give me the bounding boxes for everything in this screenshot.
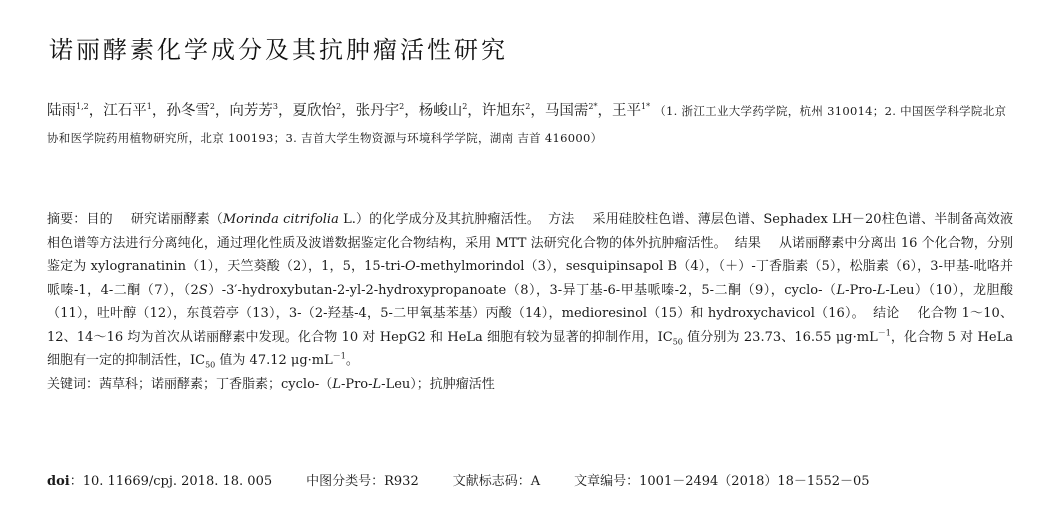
- author-separator: ，: [341, 103, 356, 119]
- author-affiliation-mark: 2*: [588, 102, 598, 112]
- author-name: 杨峻山: [418, 103, 463, 119]
- author-affiliation-mark: 2: [525, 102, 531, 112]
- doi-label: doi: [47, 474, 70, 489]
- unit-superscript-1: －1: [877, 328, 891, 338]
- abstract-text: [47, 208, 1013, 373]
- result-label: 结果: [734, 235, 761, 251]
- author-separator: ，: [597, 103, 612, 119]
- author-separator: ，: [151, 103, 167, 119]
- paper-title: 诺丽酵素化学成分及其抗肿瘤活性研究: [49, 36, 508, 64]
- author-affiliation-mark: 1,2: [76, 102, 89, 112]
- abstract-block: [47, 208, 1013, 396]
- author-name: 张丹宇: [355, 103, 400, 119]
- author-name: 夏欣怡: [292, 103, 337, 119]
- author-separator: ，: [467, 103, 482, 119]
- keywords-text-1: 茜草科；诺丽酵素；丁香脂素；cyclo-（: [99, 376, 333, 392]
- keywords-line: [47, 373, 1013, 397]
- author-affiliation-mark: 2: [336, 102, 342, 112]
- author-affiliation-mark: 1: [146, 102, 152, 112]
- method-text: 采用硅胶柱色谱、薄层色谱、Sephadex LH－20柱色谱、半制备高效液相色谱等方法进行分离纯化，通过理化性质及波谱数据鉴定化合物结构，采用 MTT 法研究化合物的体外抗肿瘤活性。: [47, 212, 1013, 251]
- doi-value[interactable]: ：10. 11669/cpj. 2018. 18. 005: [69, 474, 273, 489]
- author-name: 陆雨: [47, 103, 76, 119]
- author-affiliation-mark: 3: [272, 102, 279, 112]
- author-name: 王平: [611, 103, 641, 119]
- conclusion-label: 结论: [872, 306, 900, 321]
- author-affiliation-mark: 2: [399, 102, 405, 112]
- objective-label: 目的: [86, 212, 113, 227]
- conclusion-text-2: 值分别为 23.73、16.55 μg·mL: [682, 329, 878, 345]
- author-name: 许旭东: [481, 103, 526, 119]
- keywords-italic-l1: L: [332, 376, 341, 392]
- author-separator: ，: [530, 103, 545, 119]
- author-name: 马国需: [544, 103, 589, 119]
- result-italic-l1: L: [836, 282, 846, 298]
- result-italic-s: S: [198, 282, 208, 298]
- ic50-subscript-1: 50: [672, 337, 683, 347]
- author-name: 向芳芳: [229, 103, 273, 119]
- document-code: 文献标志码：A: [452, 474, 541, 489]
- conclusion-text-1: 化合物 1～10、12、14～16 均为首次从诺丽酵素中发现。化合物 10 对 HepG2 和 HeLa 细胞有较为显著的抑制作用，IC: [47, 306, 1013, 345]
- affiliations: （1. 浙江工业大学药学院，杭州 310014；2. 中国医学科学院北京协和医学院药用植物研究所，北京 100193；3. 吉首大学生物资源与环境科学学院，湖南 吉首 416000）: [47, 104, 1007, 145]
- author-separator: ，: [404, 103, 419, 119]
- abstract-label: 摘要：: [47, 212, 87, 227]
- conclusion-text-3: ，化合物 5 对 HeLa 细胞有一定的抑制活性，IC: [47, 329, 1013, 368]
- keywords-label: 关键词：: [47, 376, 100, 392]
- result-text-1: 从诺丽酵素中分离出 16 个化合物，分别鉴定为 xylogranatinin（1），天竺葵酸（2），1，5，15-tri-: [47, 235, 1013, 274]
- author-affiliation-mark: 2: [462, 102, 468, 112]
- result-italic-o: O: [405, 259, 416, 274]
- result-text-4: -Pro-: [845, 282, 877, 298]
- author-separator: ，: [278, 103, 293, 119]
- result-text-5: -Leu）（10），龙胆酸（11），吐叶醇（12），东莨菪亭（13），3-（2-羟基-4，5-二甲氧基苯基）丙酸（14），medioresinol（15）和 hydroxychavicol（16）。: [47, 282, 1014, 321]
- conclusion-text-4: 值为 47.12 μg·mL: [215, 353, 333, 368]
- author-block: [47, 98, 1013, 152]
- article-meta: [47, 470, 870, 489]
- ic50-subscript-2: 50: [205, 360, 216, 370]
- unit-superscript-2: －1: [332, 351, 346, 361]
- clc-number: 中图分类号：R932: [306, 474, 419, 489]
- result-italic-l2: L: [876, 282, 886, 298]
- author-name: 江石平: [103, 103, 147, 119]
- objective-text-pre: 研究诺丽酵素（: [130, 212, 223, 227]
- objective-text-post: L.）的化学成分及其抗肿瘤活性。: [338, 212, 540, 227]
- keywords-text-2: -Pro-: [340, 376, 373, 392]
- conclusion-text-5: 。: [345, 353, 359, 368]
- author-separator: ，: [214, 103, 230, 119]
- keywords-italic-l2: L: [372, 376, 382, 392]
- author-name: 孙冬雪: [166, 103, 210, 119]
- author-list: [47, 103, 650, 119]
- result-text-2: -methylmorindol（3），sesquipinsapol B（4），（＋）-丁香脂素（5），松脂素（6），3-甲基-吡咯并哌嗪-1，4-二酮（7），（2: [47, 259, 1013, 298]
- author-separator: ，: [88, 103, 104, 119]
- result-text-3: ）-3′-hydroxybutan-2-yl-2-hydroxypropanoate（8），3-异丁基-6-甲基哌嗪-2，5-二酮（9），cyclo-（: [207, 282, 837, 298]
- article-number: 文章编号：1001－2494（2018）18－1552－05: [574, 474, 870, 489]
- author-affiliation-mark: 1*: [640, 102, 651, 112]
- keywords-text-3: -Leu）；抗肿瘤活性: [381, 376, 495, 392]
- method-label: 方法: [548, 212, 575, 227]
- objective-species: Morinda citrifolia: [222, 212, 339, 227]
- author-affiliation-mark: 2: [209, 102, 215, 112]
